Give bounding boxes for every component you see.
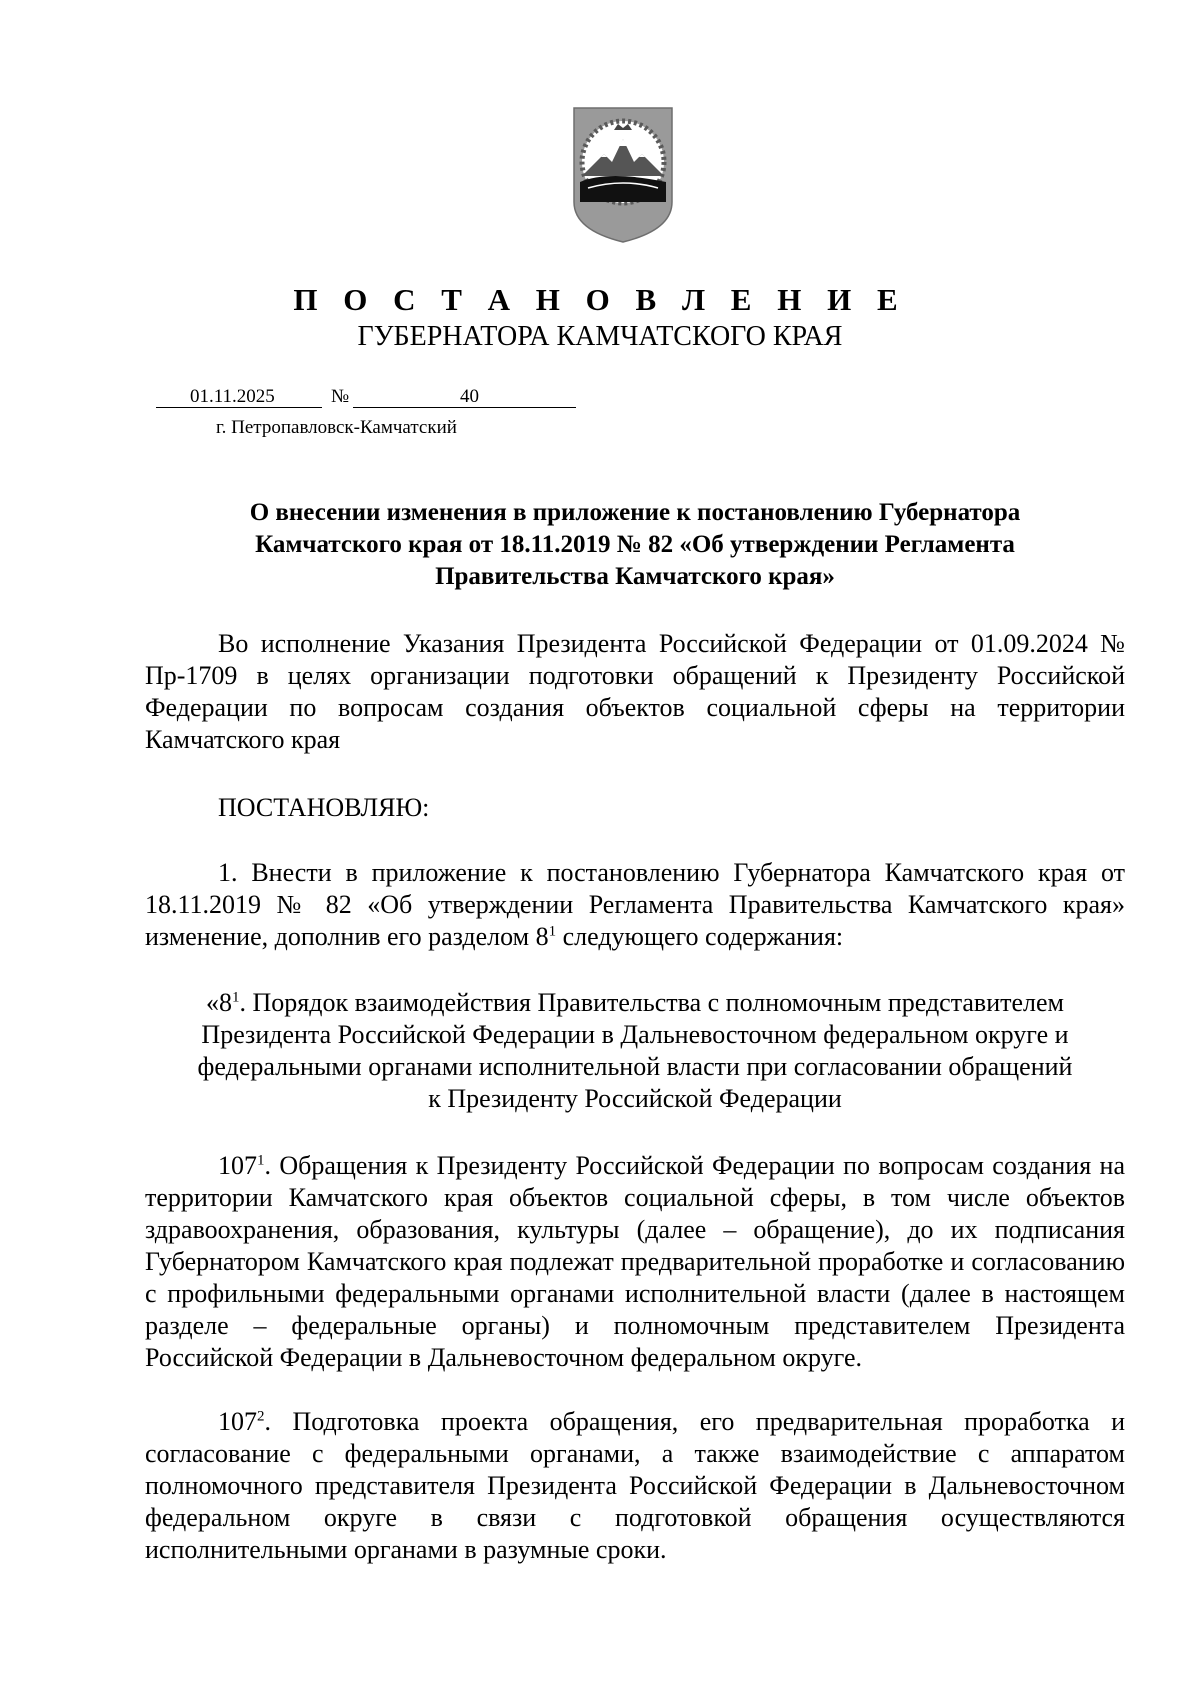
number-underline bbox=[353, 407, 576, 408]
section-title bbox=[145, 987, 1125, 1115]
item-1-text-end: следующего содержания: bbox=[556, 922, 844, 951]
section-title-line: федеральными органами исполнительной власти при согласовании обращений bbox=[197, 1052, 1073, 1081]
section-title-line: Президента Российской Федерации в Дальневосточном федеральном округе и bbox=[201, 1020, 1069, 1049]
clause-text: . Подготовка проекта обращения, его предварительная проработка и согласование с федеральными органами, а также взаимодействие с аппаратом полномочного представителя Президента Российской Федерации в Дальневосточном федеральном округе в связи с подготовкой обращения осуществляются исполнительными органами в разумные сроки. bbox=[145, 1407, 1125, 1564]
date-number-line bbox=[156, 385, 576, 409]
date-underline bbox=[156, 407, 322, 408]
item-1-paragraph bbox=[145, 857, 1125, 953]
item-1-superscript: 1 bbox=[548, 923, 557, 940]
intro-paragraph: Во исполнение Указания Президента Российской Федерации от 01.09.2024 № Пр-1709 в целях организации подготовки обращений к Президенту Российской Федерации по вопросам создания объектов социальной сферы на территории Камчатского края bbox=[145, 629, 1125, 754]
clause-number: 107 bbox=[218, 1407, 257, 1436]
decree-word: ПОСТАНОВЛЯЮ: bbox=[218, 793, 430, 822]
document-number: 40 bbox=[460, 386, 479, 407]
heading-line: Правительства Камчатского края» bbox=[435, 563, 835, 590]
item-1-text: 1. Внести в приложение к постановлению Губернатора Камчатского края от 18.11.2019 № 82 «Об утверждении Регламента Правительства Камчатского края» изменение, дополнив его разделом 8 bbox=[145, 858, 1125, 951]
document-city: г. Петропавловск-Камчатский bbox=[216, 417, 457, 438]
section-number: «8 bbox=[205, 988, 232, 1017]
kamchatka-coat-of-arms-icon bbox=[568, 106, 678, 244]
clause-107-1 bbox=[145, 1150, 1125, 1374]
section-title-text: . Порядок взаимодействия Правительства с полномочным представителем bbox=[239, 988, 1064, 1017]
clause-superscript: 1 bbox=[257, 1152, 265, 1169]
clause-superscript: 2 bbox=[257, 1408, 265, 1425]
number-sign: № bbox=[331, 386, 350, 407]
issuer-title: ГУБЕРНАТОРА КАМЧАТСКОГО КРАЯ bbox=[357, 321, 843, 352]
document-date: 01.11.2025 bbox=[190, 386, 275, 407]
document-heading bbox=[145, 497, 1125, 593]
section-superscript: 1 bbox=[231, 989, 240, 1006]
section-title-line bbox=[145, 987, 1125, 1019]
heading-line: О внесении изменения в приложение к постановлению Губернатора bbox=[249, 499, 1021, 526]
clause-107-2 bbox=[145, 1406, 1125, 1566]
clause-text: . Обращения к Президенту Российской Федерации по вопросам создания на территории Камчатского края объектов социальной сферы, в том числе объектов здравоохранения, образования, культуры (далее – обращение), до их подписания Губернатором Камчатского края подлежат предварительной проработке и согласованию с профильными федеральными органами исполнительной власти (далее в настоящем разделе – федеральные органы) и полномочным представителем Президента Российской Федерации в Дальневосточном федеральном округе. bbox=[145, 1151, 1125, 1372]
document-type-title: П О С Т А Н О В Л Е Н И Е bbox=[293, 282, 907, 317]
clause-number: 107 bbox=[218, 1151, 257, 1180]
section-title-line: к Президенту Российской Федерации bbox=[428, 1084, 842, 1113]
heading-line: Камчатского края от 18.11.2019 № 82 «Об утверждении Регламента bbox=[255, 531, 1015, 558]
